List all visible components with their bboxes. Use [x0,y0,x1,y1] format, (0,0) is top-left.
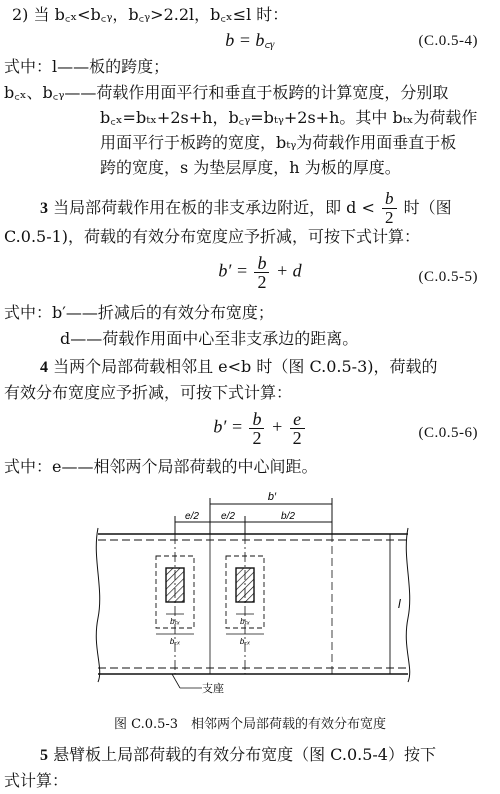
paragraph-5 [40,744,500,767]
equation-2-number: (C.0.5-5) [418,269,478,285]
definition-bcx-bcy-cont-3: 跨的宽度，s 为垫层厚度，h 为板的厚度。 [100,158,401,177]
definition-bcx-bcy-cont-2: 用面平行于板跨的宽度，bₜᵧ为荷载作用面垂直于板 [100,133,457,152]
paragraph-5-number: 5 [40,747,48,764]
paragraph-4-text: 当两个局部荷载相邻且 e<b 时（图 C.0.5-3)，荷载的 [53,357,438,376]
equation-2 [160,254,360,291]
fraction-denominator: 2 [252,428,262,448]
equation-1-number: (C.0.5-4) [418,33,478,49]
equation-3-number: (C.0.5-6) [418,425,478,441]
paragraph-5-text: 悬臂板上局部荷载的有效分布宽度（图 C.0.5-4）按下 [53,745,436,764]
fraction-denominator: 2 [292,428,302,448]
label-l: l [398,597,401,611]
paragraph-3-number: 3 [40,200,48,217]
break-line-left [96,528,99,682]
fraction-numerator: b [382,190,397,209]
equation-3-lhs: b′ = [213,416,243,437]
fraction-numerator: e [290,410,305,429]
break-line-right [406,528,409,682]
definition-d: d——荷载作用面中心至非支承边的距离。 [60,329,359,348]
paragraph-3-fraction [382,190,397,227]
equation-2-fraction [254,254,269,291]
label-e2-left: e/2 [185,511,199,522]
definition-bprime: 式中：b′——折减后的有效分布宽度； [4,303,274,322]
fraction-numerator: b [254,254,269,273]
condition-line: 2) 当 b꜀ₓ<b꜀ᵧ，b꜀ᵧ>2.2l，b꜀ₓ≤l 时： [12,5,289,24]
definition-bcx-bcy-cont-1: b꜀ₓ=bₜₓ+2s+h，b꜀ᵧ=bₜᵧ+2s+h。其中 bₜₓ为荷载作 [100,108,478,127]
label-btx-left: bₜₓ [170,617,180,626]
paragraph-3-text-a: 当局部荷载作用在板的非支承边附近，即 d < [53,198,375,217]
paragraph-5-cont: 式计算： [4,771,69,790]
label-e2-right: e/2 [221,511,235,522]
fraction-denominator: 2 [257,272,267,292]
equation-2-lhs: b′ = [218,260,248,281]
equation-3-fraction-1 [249,410,264,447]
paragraph-3-cont: C.0.5-1)，荷载的有效分布宽度应予折减，可按下式计算： [4,227,421,246]
equation-3 [160,410,360,447]
support-leader [172,674,180,688]
fraction-denominator: 2 [385,208,394,227]
equation-3-plus: + [270,416,284,437]
paragraph-4-number: 4 [40,359,48,376]
load-area-right [236,568,254,602]
paragraph-3 [40,190,500,227]
paragraph-4-cont: 有效分布宽度应予折减，可按下式计算： [4,383,293,402]
equation-2-rhs: + d [275,260,302,281]
load-area-left [166,568,184,602]
label-bprime: b′ [267,491,277,503]
paragraph-4 [40,356,500,379]
label-btx-right: bₜₓ [240,617,250,626]
definition-e: 式中：e——相邻两个局部荷载的中心间距。 [4,457,318,476]
paragraph-3-text-b: 时（图 [403,198,452,217]
label-b2: b/2 [281,511,295,522]
definition-bcx-bcy: b꜀ₓ、b꜀ᵧ——荷载作用面平行和垂直于板跨的计算宽度，分别取 [4,83,449,102]
fraction-numerator: b [249,410,264,429]
label-support: 支座 [202,683,224,695]
figure-caption: 图 C.0.5-3 相邻两个局部荷载的有效分布宽度 [113,717,387,732]
equation-3-fraction-2 [290,410,305,447]
equation-1: b = b꜀ᵧ [225,30,275,50]
label-bcx-left: b꜀ₓ [169,637,181,646]
definition-l: 式中：l——板的跨度； [4,57,170,76]
label-bcx-right: b꜀ₓ [239,637,251,646]
figure-c053 [90,488,420,708]
